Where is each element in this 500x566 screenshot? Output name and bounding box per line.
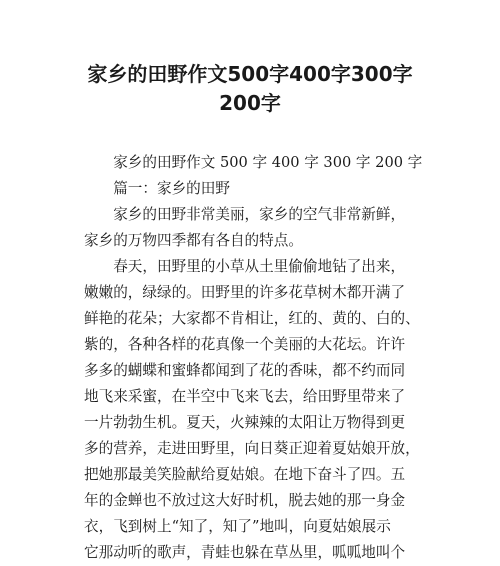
document-title [60, 60, 440, 118]
paragraph-line: 年的金蝉也不放过这大好时机，脱去她的那一身金 [84, 492, 406, 509]
paragraph-line: 家乡的万物四季都有各自的特点。 [84, 232, 303, 249]
paragraph-line: 多多的蝴蝶和蜜蜂都闻到了花的香味，都不约而同 [84, 362, 406, 379]
paragraph-line: 衣，飞到树上“知了，知了”地叫，向夏姑娘展示 [84, 518, 391, 535]
paragraph-line: 地飞来采蜜，在半空中飞来飞去，给田野里带来了 [84, 388, 406, 405]
paragraph-line: 它那动听的歌声，青蛙也躲在草丛里，呱呱地叫个 [84, 544, 406, 561]
paragraph-section-heading [84, 176, 422, 202]
paragraph-line: 一片勃勃生机。夏天，火辣辣的太阳让万物得到更 [84, 414, 406, 431]
paragraph-line: 嫩嫩的，绿绿的。田野里的许多花草树木都开满了 [84, 284, 406, 301]
paragraph-seasons [84, 254, 422, 566]
paragraph-intro [84, 202, 422, 254]
paragraph-line: 家乡的田野非常美丽，家乡的空气非常新鲜， [113, 206, 406, 223]
paragraph-line: 紫的，各种各样的花真像一个美丽的大花坛。许许 [84, 336, 406, 353]
paragraph-line: 篇一：家乡的田野 [113, 180, 230, 197]
title-line-1: 家乡的田野作文500字400字300字 [87, 62, 413, 86]
paragraph-line: 鲜艳的花朵；大家都不肯相让，红的、黄的、白的、 [84, 310, 420, 327]
paragraph-line: 春天，田野里的小草从土里偷偷地钻了出来， [113, 258, 406, 275]
title-line-2: 200字 [219, 91, 281, 115]
paragraph-line: 家乡的田野作文 500 字 400 字 300 字 200 字 [113, 154, 423, 171]
paragraph-line: 把她那最美笑脸献给夏姑娘。在地下奋斗了四。五 [84, 466, 406, 483]
document-body [84, 150, 422, 566]
paragraph-line: 多的营养，走进田野里，向日葵正迎着夏姑娘开放， [84, 440, 420, 457]
paragraph-subtitle [84, 150, 422, 176]
